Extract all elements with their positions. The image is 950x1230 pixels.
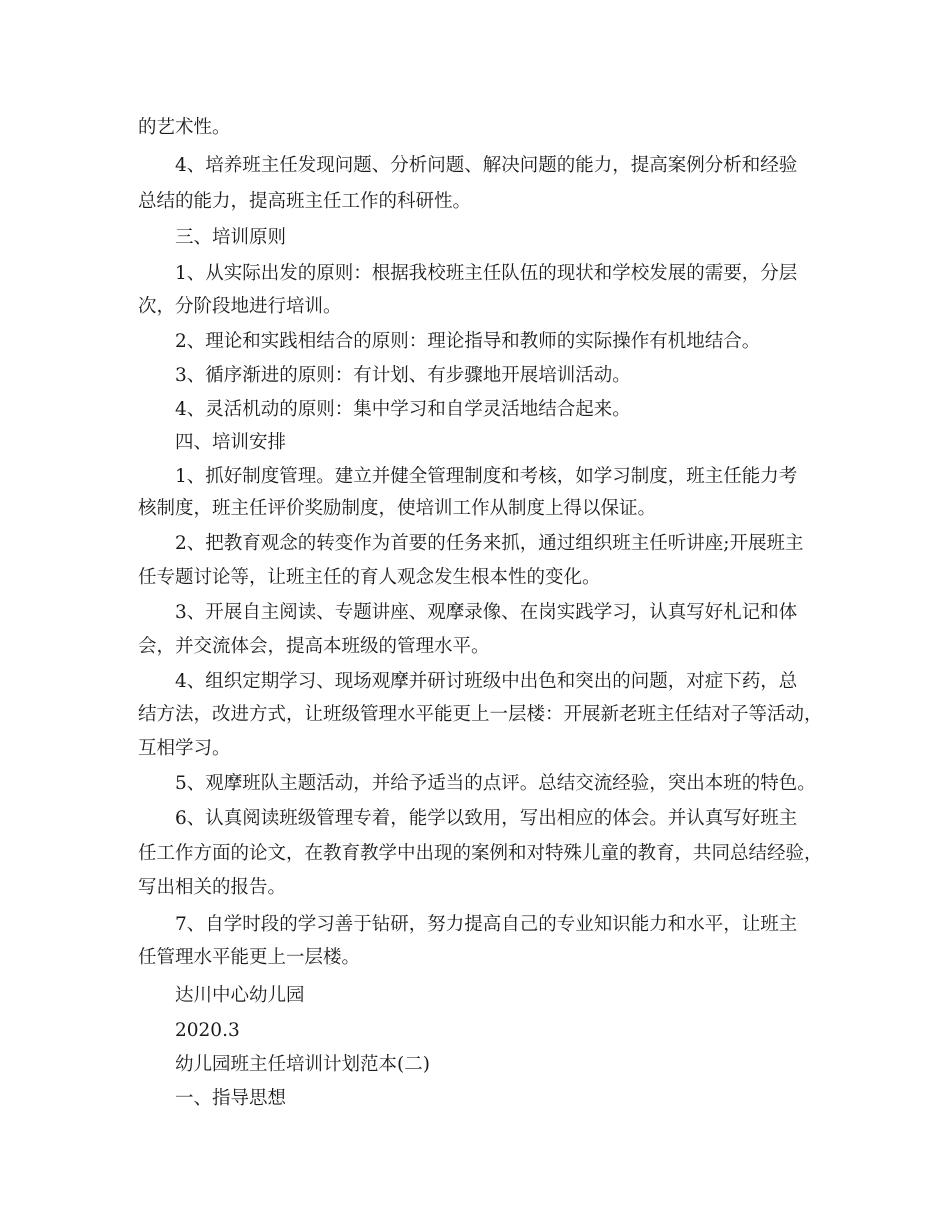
text-line: 3、循序渐进的原则：有计划、有步骤地开展培训活动。 [175,365,631,386]
text-line: 任专题讨论等，让班主任的育人观念发生根本性的变化。 [138,567,601,588]
signature-org: 达川中心幼儿园 [175,985,305,1006]
text-line: 6、认真阅读班级管理专着，能学以致用，写出相应的体会。并认真写好班主 [175,808,798,829]
document-title: 幼儿园班主任培训计划范本(二) [175,1054,430,1075]
text-line: 任工作方面的论文，在教育教学中出现的案例和对特殊儿童的教育，共同总结经验， [138,843,823,864]
text-line: 任管理水平能更上一层楼。 [138,947,361,968]
text-line: 次，分阶段地进行培训。 [138,296,342,317]
text-line: 5、观摩班队主题活动，并给予适当的点评。总结交流经验，突出本班的特色。 [175,773,816,794]
text-line: 的艺术性。 [138,117,231,138]
text-line: 互相学习。 [138,738,231,759]
text-line: 1、抓好制度管理。建立并健全管理制度和考核，如学习制度，班主任能力考 [175,466,798,487]
text-line: 7、自学时段的学习善于钻研，努力提高自己的专业知识能力和水平，让班主 [175,914,798,935]
text-line: 会，并交流体会，提高本班级的管理水平。 [138,636,490,657]
text-line: 核制度，班主任评价奖励制度，使培训工作从制度上得以保证。 [138,498,657,519]
text-line: 2、把教育观念的转变作为首要的任务来抓，通过组织班主任听讲座;开展班主 [175,533,804,554]
text-line: 1、从实际出发的原则：根据我校班主任队伍的现状和学校发展的需要，分层 [175,263,798,284]
text-line: 2、理论和实践相结合的原则：理论指导和教师的实际操作有机地结合。 [175,331,761,352]
text-line: 4、培养班主任发现问题、分析问题、解决问题的能力，提高案例分析和经验 [175,155,798,176]
text-line: 4、组织定期学习、现场观摩并研讨班级中出色和突出的问题，对症下药，总 [175,671,798,692]
section-heading: 三、培训原则 [175,227,287,248]
text-line: 4、灵活机动的原则：集中学习和自学灵活地结合起来。 [175,399,631,420]
section-heading: 四、培训安排 [175,432,287,453]
text-line: 3、开展自主阅读、专题讲座、观摩录像、在岗实践学习，认真写好札记和体 [175,602,798,623]
text-line: 总结的能力，提高班主任工作的科研性。 [138,191,472,212]
text-line: 结方法，改进方式，让班级管理水平能更上一层楼：开展新老班主任结对子等活动， [138,704,823,725]
section-heading: 一、指导思想 [175,1088,287,1109]
text-line: 写出相关的报告。 [138,877,287,898]
signature-date: 2020.3 [175,1020,240,1041]
